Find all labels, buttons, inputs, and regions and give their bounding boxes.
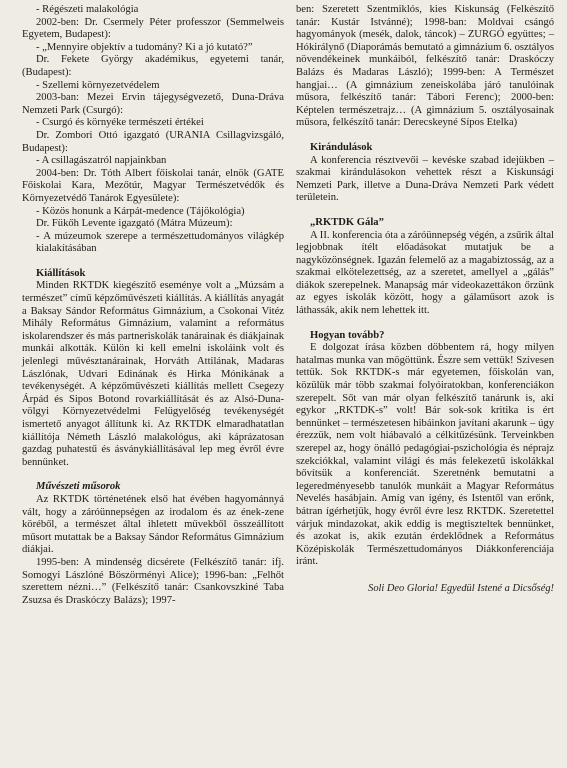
section-heading-kirandulasok: Kirándulások: [310, 141, 373, 153]
lecture-line: - „Mennyire objektív a tudomány? Ki a jó kutató?”: [36, 41, 253, 53]
section-body-gala: A II. konferencia óta a záróünnepség végén, a zsűrik által legjobbnak ítélt előadásokat mutatjuk be a nagyközönségnek. Igazán felemelő az a magabiztosság, az a szakmai elkötelezettség, az a szeretet, amellyel a „gálás” diákok szerepelnek. Manapság már videokazettákon őrzünk az egyes iskolák között, hogy a gálaműsort azok is láthassák, akik nem lehettek itt.: [296, 229, 554, 317]
lecture-line: - A múzeumok szerepe a természettudományos világkép kialakításában: [36, 230, 284, 255]
lecture-line: Dr. Fekete György akadémikus, egyetemi tanár, (Budapest):: [22, 54, 284, 78]
programme-list-continued: ben: Szeretett Szentmiklós, kies Kiskunság (Felkészítő tanár: Kustár Istvánné); 1998-ban: Moldvai csángó hagyományok (mesék, dalok, táncok) – ZURGÓ együttes; – Hókirálynő (Diaporámás bemutató a gimnázium 6. osztályos növendékeinek munkáiból, felkészítő tanár: Draskóczy Balázs és Madaras László); 1999-ben: A Természet hangjai… (A gimnázium zeneiskolába járó tanulóinak műsora, felkészítő tanár: Tábori Ferenc); 2000-ben: Képtelen természetrajz… (A gimnázium 5. osztályosainak műsora, felkészítő tanár: Derecskeyné Sípos Etelka): [296, 4, 555, 129]
section-body-muveszeti-musorok: Az RKTDK történetének első hat évében hagyománnyá vált, hogy a záróünnepségen az irodalom és az ének-zene köréből, a természet által ihletett művekből összeállított műsort mutattak be a Baksay Sándor Református Gimnázium diákjai.: [22, 493, 284, 556]
lecture-line: - Régészeti malakológia: [36, 4, 139, 15]
section-body-kiallitasok: Minden RKTDK kiegészítő eseménye volt a „Múzsám a természet” című képzőművészeti kiállítás. A kiállítás anyagát a Baksay Sándor Református Gimnázium, a Csokonai Vitéz Mihály Református Gimnázium, valamint a református iskolarendszer és más partneriskolák tanárainak és diákjainak munkái alkották. Külön ki kell emelni iskoláink volt és jelenlegi művésztanárainak, Horváth Attilának, Madaras Lászlónak, Udvari Edinának és Hirka Mónikának a tevékenységét. A képzőművészeti kiállítás mellett Csegezy Árpád és Sipos Botond rovarkiállítását és az Alsó-Duna-völgyi Környezetvédelmi Felügyelőség tevékenységét ismertető anyagot állítunk ki. Az RKTDK elmaradhatatlan kiállítója Németh László malakológus, aki káprázatosan gazdag puhatestű és ásványkiállításával lep meg évről évre bennünket.: [22, 280, 284, 468]
lecture-line: - Közös honunk a Kárpát-medence (Tájökológia): [36, 205, 245, 217]
lecture-line: 2002-ben: Dr. Csermely Péter professzor (Semmelweis Egyetem, Budapest):: [22, 16, 284, 41]
section-body-hogyan-tovabb: E dolgozat írása közben döbbentem rá, hogy milyen hatalmas munka van mögöttünk. Észre sem vettük! Szívesen tettük. Sok RKTDK-s már egyetemen, főiskolán van, közülük már több szakmai folyóiratokban, konferenciákon szerepelt. Sőt van már olyan felkészítő tanárunk is, aki egykor „RKTDK-s” volt! Bár sok-sok kritika is ért bennünket – természetesen hibáinkon javítani akarunk – úgy érezzük, nem volt hiábavaló a célkitűzésünk. Terveinkben szerepel az, hogy önálló pedagógiai-pszichológia és néprajz szekciókkal, valamint világi és más felekezetű iskolákkal bővítsük a konferenciát. Szeretnénk bemutatni a legeredményesebb tanulók munkáit a Magyar Református Nevelés hasábjain. Amíg van igény, és Istentől van erőnk, bátran ígérhetjük, hogy évről évre lesz RKTDK. Szeretettel várjuk mindazokat, akik eddig is megtiszteltek bennünket, és azokat is, akik ezután érdeklődnek a Református Középiskolák Természettudományos Diákkonferenciája iránt.: [296, 342, 554, 568]
section-heading-gala: „RKTDK Gála”: [310, 216, 384, 228]
lecture-line: - Szellemi környezetvédelem: [36, 79, 160, 91]
lecture-line: 2003-ban: Mezei Ervin tájegységvezető, Duna-Dráva Nemzeti Park (Csurgó):: [22, 92, 284, 116]
lecture-line: 2004-ben: Dr. Tóth Albert főiskolai tanár, elnök (GATE Főiskolai Kara, Mezőtúr, Magyar Természetvédők és Környezetvédő Tanárok Egyesülete):: [22, 167, 284, 204]
left-column: [22, 4, 284, 607]
section-heading-hogyan-tovabb: Hogyan tovább?: [310, 329, 385, 341]
lecture-line: Dr. Fükőh Levente igazgató (Mátra Múzeum):: [36, 218, 233, 230]
section-heading-kiallitasok: Kiállítások: [36, 267, 86, 279]
right-column: [296, 4, 554, 596]
programme-list: 1995-ben: A mindenség dicsérete (Felkészítő tanár: ifj. Somogyi Lászlóné Böszörményi Alice); 1996-ban: „Felhőt szerettem nézni…” (Felkészítő tanár: Csankovszkiné Taba Zsuzsa és Draskóczy Balázs); 1997-: [22, 556, 284, 606]
lecture-line: Dr. Zombori Ottó igazgató (URANIA Csillagvizsgáló, Budapest):: [22, 129, 284, 154]
section-body-kirandulasok: A konferencia résztvevői – kevéske szabad idejükben – szakmai kirándulásokon vehettek részt a Kiskunsági Nemzeti Park, illetve a Duna-Dráva Nemzeti Park védett területein.: [296, 154, 554, 204]
lecture-line: - Csurgó és környéke természeti értékei: [36, 117, 204, 129]
section-heading-muveszeti-musorok: Művészeti műsorok: [36, 481, 121, 493]
closing-motto: Soli Deo Gloria! Egyedül Istené a Dicsőség!: [368, 582, 554, 594]
lecture-line: - A csillagászatról napjainkban: [36, 155, 167, 167]
